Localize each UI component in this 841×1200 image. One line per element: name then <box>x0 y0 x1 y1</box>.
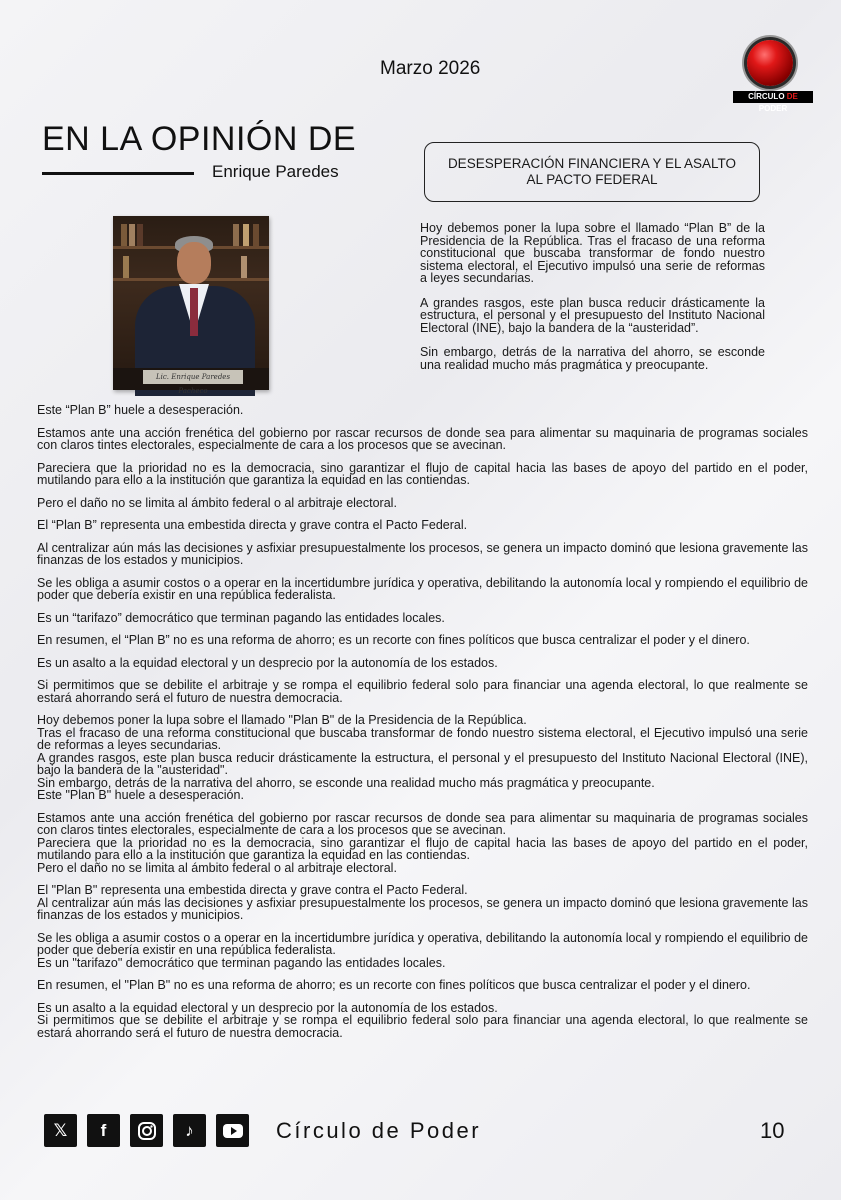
intro-column <box>420 222 765 383</box>
logo-wordmark: CÍRCULO DE PODER <box>733 91 813 103</box>
body-paragraph: Se les obliga a asumir costos o a operar en la incertidumbre jurídica y operativa, debilitando la autonomía local y rompiendo el equilibrio de poder que debería existir en una república federalista. <box>37 575 808 602</box>
desk-nameplate: Lic. Enrique Paredes Pacheco <box>143 370 243 384</box>
body-paragraph: Pero el daño no se limita al ámbito federal o al arbitraje electoral. <box>37 495 397 510</box>
heading-underline <box>42 172 194 175</box>
body-paragraph: Este “Plan B” huele a desesperación. <box>37 403 244 417</box>
repeat-paragraph: A grandes rasgos, este plan busca reducir drásticamente la estructura, el personal y el presupuesto del Instituto Nacional Electoral (INE), bajo la bandera de la "austeridad". <box>37 750 808 777</box>
footer-brand: Círculo de Poder <box>276 1118 482 1143</box>
instagram-icon[interactable] <box>130 1114 163 1147</box>
circulo-de-poder-logo <box>733 38 813 113</box>
repeat-paragraph: Estamos ante una acción frenética del gobierno por rascar recursos de donde sea para alimentar su maquinaria de programas sociales con claros tintes electorales, especialmente de cara a los procesos que se avecinan. <box>37 810 808 837</box>
repeat-paragraph: Pero el daño no se limita al ámbito federal o al arbitraje electoral. <box>37 860 397 875</box>
intro-paragraph: Sin embargo, detrás de la narrativa del ahorro, se esconde una realidad mucho más pragmática y preocupante. <box>420 345 765 372</box>
intro-paragraph: Hoy debemos poner la lupa sobre el llamado “Plan B” de la Presidencia de la República. Tras el fracaso de una reforma constitucional que buscaba transformar de fondo nuestro sistema electoral, el Ejecutivo impulsó una serie de reformas a leyes secundarias. <box>420 221 765 285</box>
facebook-icon[interactable]: f <box>87 1114 120 1147</box>
body-paragraph: Al centralizar aún más las decisiones y asfixiar presupuestalmente los procesos, se genera un impacto dominó que lesiona gravemente las finanzas de los estados y municipios. <box>37 540 808 567</box>
body-paragraph: Si permitimos que se debilite el arbitraje y se rompa el equilibrio federal solo para financiar una agenda electoral, lo que realmente se estará ahorrando será el futuro de nuestra democracia. <box>37 678 808 705</box>
youtube-icon[interactable] <box>216 1114 249 1147</box>
article-body <box>37 404 808 1049</box>
repeat-paragraph: En resumen, el "Plan B" no es una reforma de ahorro; es un recorte con fines políticos que busca centralizar el poder y el dinero. <box>37 978 751 992</box>
repeat-paragraph: Tras el fracaso de una reforma constitucional que buscaba transformar de fondo nuestro sistema electoral, el Ejecutivo impulsó una serie de reformas a leyes secundarias. <box>37 725 808 752</box>
body-paragraph: Pareciera que la prioridad no es la democracia, sino garantizar el flujo de capital hacia las bases de apoyo del partido en el poder, mutilando para ello a la institución que garantiza la equidad en las contiendas. <box>37 460 808 487</box>
body-paragraph: En resumen, el “Plan B” no es una reforma de ahorro; es un recorte con fines políticos que busca centralizar el poder y el dinero. <box>37 633 750 647</box>
author-photo <box>113 216 269 395</box>
repeat-paragraph: Si permitimos que se debilite el arbitraje y se rompa el equilibrio federal solo para financiar una agenda electoral, lo que realmente se estará ahorrando será el futuro de nuestra democracia. <box>37 1013 808 1040</box>
repeat-paragraph: Es un "tarifazo" democrático que terminan pagando las entidades locales. <box>37 955 446 970</box>
body-paragraph: El “Plan B” representa una embestida directa y grave contra el Pacto Federal. <box>37 518 468 532</box>
repeat-paragraph: El "Plan B" representa una embestida directa y grave contra el Pacto Federal. <box>37 883 468 897</box>
repeat-paragraph: Se les obliga a asumir costos o a operar en la incertidumbre jurídica y operativa, debilitando la autonomía local y rompiendo el equilibrio de poder que debería existir en una república federalista. <box>37 930 808 957</box>
social-links <box>44 1114 249 1147</box>
page-number: 10 <box>760 1118 785 1143</box>
intro-paragraph: A grandes rasgos, este plan busca reducir drásticamente la estructura, el personal y el presupuesto del Instituto Nacional Electoral (INE), bajo la bandera de la “austeridad”. <box>420 295 765 335</box>
issue-date: Marzo 2026 <box>380 58 481 79</box>
x-icon[interactable]: 𝕏 <box>44 1114 77 1147</box>
repeat-paragraph: Pareciera que la prioridad no es la democracia, sino garantizar el flujo de capital hacia las bases de apoyo del partido en el poder, mutilando para ello a la institución que garantiza la equidad en las contiendas. <box>37 835 808 862</box>
repeat-paragraph: Sin embargo, detrás de la narrativa del ahorro, se esconde una realidad mucho más pragmática y preocupante. <box>37 775 655 790</box>
body-paragraph: Estamos ante una acción frenética del gobierno por rascar recursos de donde sea para alimentar su maquinaria de programas sociales con claros tintes electorales, especialmente de cara a los procesos que se avecinan. <box>37 425 808 452</box>
author-name: Enrique Paredes <box>212 162 339 181</box>
body-paragraph: Es un asalto a la equidad electoral y un desprecio por la autonomía de los estados. <box>37 655 498 670</box>
body-paragraph: Es un “tarifazo” democrático que terminan pagando las entidades locales. <box>37 610 445 625</box>
logo-sphere-icon <box>747 40 793 86</box>
repeat-paragraph: Al centralizar aún más las decisiones y asfixiar presupuestalmente los procesos, se genera un impacto dominó que lesiona gravemente las finanzas de los estados y municipios. <box>37 895 808 922</box>
repeat-paragraph: Hoy debemos poner la lupa sobre el llamado "Plan B" de la Presidencia de la República. <box>37 713 527 727</box>
tiktok-icon[interactable]: ♪ <box>173 1114 206 1147</box>
repeat-paragraph: Es un asalto a la equidad electoral y un desprecio por la autonomía de los estados. <box>37 1000 498 1015</box>
article-title: DESESPERACIÓN FINANCIERA Y EL ASALTO AL PACTO FEDERAL <box>424 142 760 202</box>
repeat-paragraph: Este "Plan B" huele a desesperación. <box>37 788 244 802</box>
section-heading: EN LA OPINIÓN DE <box>42 120 357 158</box>
